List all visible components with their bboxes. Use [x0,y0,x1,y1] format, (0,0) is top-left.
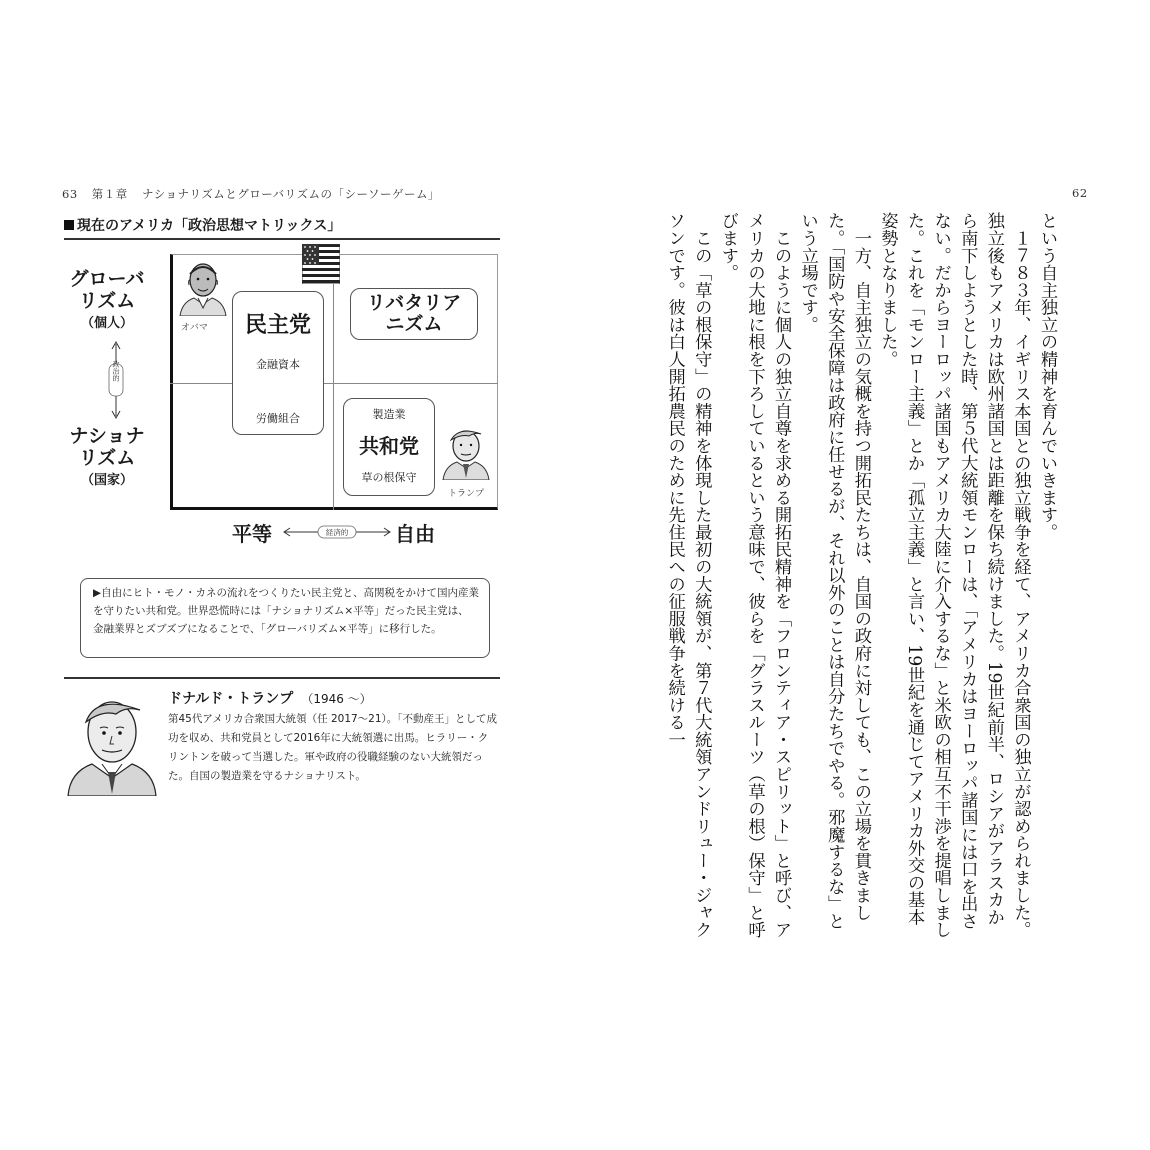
democrats-label: 民主党 [244,313,311,338]
republicans-label: 共和党 [359,434,419,458]
profile-name-text: ドナルド・トランプ [168,691,294,707]
republicans-box [343,398,435,496]
manufacturing-label: 製造業 [372,408,406,421]
y-axis-bottom-label [66,425,148,492]
right-page-number: 62 [1072,186,1088,200]
matrix-vertical-divider [333,254,334,510]
libertarianism-box [350,288,478,340]
trump-profile-portrait-icon [66,688,158,796]
matrix-horizontal-divider [170,383,498,384]
body-paragraph: という自主独立の精神を育んでいきます。 [1037,212,1057,541]
obama-caption: オバマ [181,323,208,333]
democrats-box [232,291,324,435]
profile-years: （1946 ～） [301,692,372,706]
trump-caption: トランプ [448,489,485,499]
y-axis-top-label [66,268,148,335]
globalism-label: グローバ リズム [69,268,145,312]
obama-portrait-icon [176,258,230,316]
nation-label: （国家） [80,473,133,488]
title-rule [64,238,500,240]
chapter-label: 第１章 [91,187,128,201]
y-axis-mid-label: 政治的 [112,360,120,382]
profile-description: 第45代アメリカ合衆国大統領（任 2017～21）。「不動産王」として成功を収め、共和党員として2016年に大統領選に出馬。ヒラリー・クリントンを破って当選した。軍や政府の役職経験のない大統領だった。自国の製造業を守るナショナリスト。 [168,713,498,782]
labor-union-label: 労働組合 [256,412,300,425]
x-axis-mid-label: 経済的 [325,528,349,537]
individual-label: （個人） [80,316,133,331]
vertical-double-arrow-icon [106,340,126,420]
trump-portrait-icon [439,422,493,480]
grassroots-label: 草の根保守 [361,471,417,484]
x-axis-right-label: 自由 [395,522,435,546]
body-paragraph: この「草の根保守」の精神を体現した最初の大統領が、第７代大統領アンドリュー・ジャクソンです。彼は白人開拓農民のために先住民への征服戦争を続ける一 [664,212,712,939]
left-page-number: 63 [62,187,78,201]
chapter-title: ナショナリズムとグローバリズムの「シーソーゲーム」 [141,187,440,201]
body-text [640,212,1060,940]
finance-capital-label: 金融資本 [256,358,300,371]
profile-name [168,688,372,708]
left-running-header [62,186,440,202]
square-bullet-icon [64,220,74,230]
x-axis-left-label: 平等 [232,522,272,546]
profile-separator [64,677,500,679]
diagram-note: ▶自由にヒト・モノ・カネの流れをつくりたい民主党と、高関税をかけて国内産業を守りたい共和党。世界恐慌時には「ナショナリズム×平等」だった民主党は、金融業界とズブズブになることで、「グローバリズム×平等」に移行した。 [80,578,490,658]
body-paragraph: このように個人の独立自尊を求める開拓民精神を「フロンティア・スピリット」と呼び、アメリカの大地に根を下ろしているという意味で、彼らを「グラスルーツ（草の根）保守」と呼びます。 [717,212,792,939]
horizontal-double-arrow-icon [282,524,392,540]
body-paragraph: １７８３年、イギリス本国との独立戦争を経て、アメリカ合衆国の独立が認められました。独立後もアメリカは欧州諸国とは距離を保ち続けました。19世紀前半、ロシアがアラスカから南下しようとした時、第５代大統領モンローは、「アメリカはヨーロッパ諸国には口を出さない。だからヨーロッパ諸国もアメリカ大陸に介入するな」と米欧の相互不干渉を提唱しました。これを「モンロー主義」とか「孤立主義」と言い、19世紀を通じてアメリカ外交の基本姿勢となりました。 [877,212,1031,939]
body-paragraph: 一方、自主独立の気概を持つ開拓民たちは、自国の政府に対しても、この立場を貫きました。「国防や安全保障は政府に任せるが、それ以外のことは自分たちでやる。邪魔するな」という立場です。 [797,212,871,930]
us-flag-icon [302,244,340,284]
nationalism-label: ナショナ リズム [69,425,145,469]
diagram-title-text: 現在のアメリカ「政治思想マトリックス」 [77,218,342,234]
libertarianism-label: リバタリア ニズム [366,292,462,335]
diagram-title [64,215,341,235]
